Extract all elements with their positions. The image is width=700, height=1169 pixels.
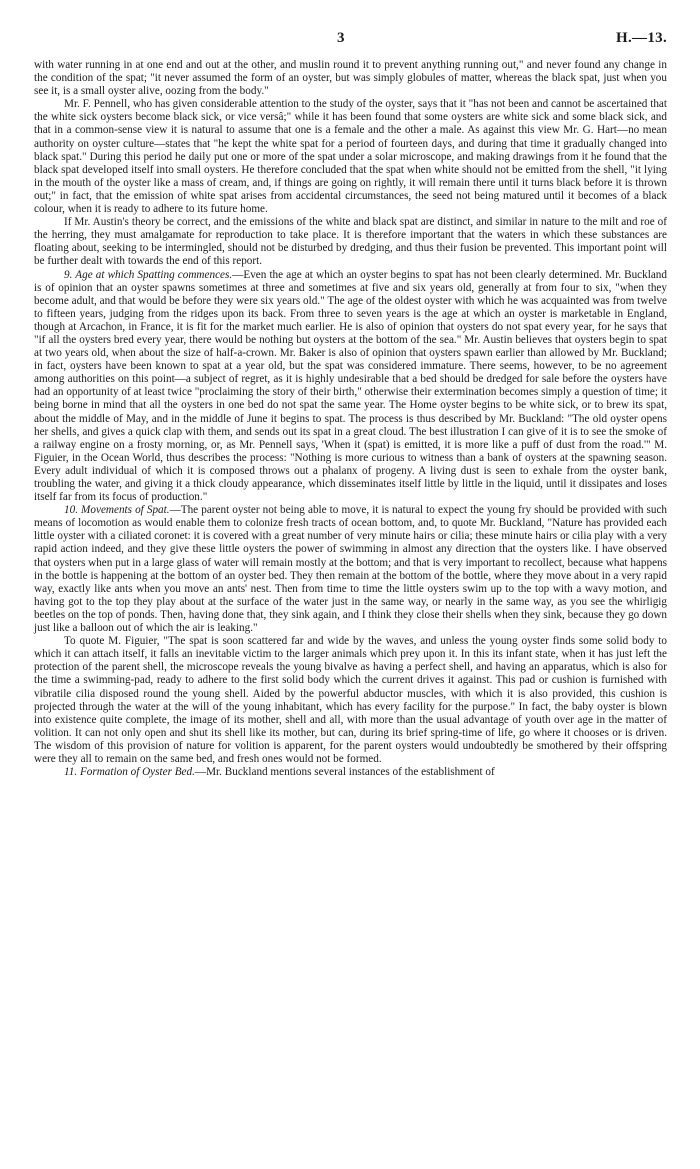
paragraph-pennell: Mr. F. Pennell, who has given considerable attention to the study of the oyster, says that it "has not been and cannot be ascertained that the white sick oysters become black sick, or vice versâ;" while it has been found that some oysters are white sick and some black sick, and that in a common-sense view it is natural to assume that one is a female and the other a male. As against this view Mr. G. Hart—no mean authority on oyster culture—states that "he kept the white spat for a period of fourteen days, and during that time it gradually changed into black spat." During this period he daily put one or more of the spat under a solar microscope, and making drawings from it he found that the black spat developed itself into small oysters. He therefore concluded that the spat when white should not be emitted from the shell, "it lying in the mouth of the oyster like a mass of cream, and, if things are going on rightly, it will remain there until it turns black before it is thrown out;" in fact, that the emission of white spat arises from accidental circumstances, the seed not being matured until it becomes of a black colour, when it is ready to adhere to its future home. <box>34 98 667 216</box>
section-heading: 11. Formation of Oyster Bed. <box>64 766 195 779</box>
section-10-movements-of-spat: 10. Movements of Spat.—The parent oyster not being able to move, it is natural to expect the young fry should be provided with such means of locomotion as would enable them to colonize fresh tracts of ocean bottom, and, to quote Mr. Buckland, "Nature has provided each little oyster with a ciliated coronet: it is covered with a great number of very minute hairs or cilia; these minute hairs or cilia play with a very rapid action indeed, and they give these little oysters the power of swimming in almost any direction that the oysters like. I have observed that oysters when put in a large glass of water will remain mostly at the bottom; and that is very important to recollect, because what happens in the bottle is happening at the bottom of an oyster bed. They then remain at the bottom of the bottle, where they move about in a very rapid way, exactly like ants when you move an ants' nest. Then from time to time the little oysters swim up to the top with a wavy motion, and having got to the top they play about at the surface of the water just in the same way, or nearly in the same way, as you see the whirligig beetles on the top of ponds. Then, having done that, they sink again, and I think they close their shells when they sink, because they go down just like a balloon out of which the air is leaking." <box>34 504 667 635</box>
page-number: 3 <box>337 30 345 46</box>
body-text <box>34 59 667 779</box>
page-header <box>34 30 667 52</box>
paragraph-figuier-quote: To quote M. Figuier, "The spat is soon scattered far and wide by the waves, and unless the young oyster finds some solid body to which it can attach itself, it falls an inevitable victim to the larger animals which prey upon it. In this its infant state, when it has just left the protection of the parent shell, the microscope reveals the young bivalve as having a perfect shell, and having an apparatus, which is also for the time a swimming-pad, ready to adhere to the first solid body which the current drives it against. This pad or cushion is furnished with vibratile cilia disposed round the young shell. Aided by the powerful abductor muscles, with which it is also provided, this cushion is projected through the water at the will of the young inhabitant, which has every facility for the purpose." In fact, the baby oyster is blown into existence quite complete, the image of its mother, shell and all, with more than the usual advantage of youth over age in the matter of volition. It can not only open and shut its shell like its mother, but can, during its brief spring-time of life, go where it chooses or is driven. The wisdom of this provision of nature for volition is apparent, for the parent oysters would undoubtedly be smothered by their offspring were they all to remain on the same bed, and fresh ones would not be formed. <box>34 635 667 765</box>
paragraph-continuation: with water running in at one end and out at the other, and muslin round it to prevent anything running out," and never found any change in the condition of the spat; "it never assumed the form of an oyster, but was simply globules of matter, whereas the black spat, just when you see it, is a small oyster alive, oozing from the body." <box>34 59 667 98</box>
section-heading: 9. Age at which Spatting commences. <box>64 268 233 281</box>
document-code: H.—13. <box>616 30 667 46</box>
section-11-formation-of-oyster-bed: 11. Formation of Oyster Bed.—Mr. Buckland mentions several instances of the establishment of <box>64 766 495 779</box>
paragraph-austin-theory: If Mr. Austin's theory be correct, and the emissions of the white and black spat are distinct, and similar in nature to the milt and roe of the herring, they must amalgamate for reproduction to take place. It is therefore important that the waters in which these substances are floating about, seeking to be intermingled, should not be disturbed by dredging, and thus their fusion be prevented. This important point will be further dealt with towards the end of this report. <box>34 216 667 268</box>
section-9-age-of-spatting: 9. Age at which Spatting commences.—Even the age at which an oyster begins to spat has not been clearly determined. Mr. Buckland is of opinion that an oyster spawns sometimes at three and sometimes at five and six years old, generally at from four to six, "when they become adult, and that would be before they were six years old." The age of the oldest oyster with which he was acquainted was from twelve to fifteen years, judging from the ridges upon its back. From three to seven years is the age at which an oyster is marketable in England, though at Arcachon, in France, it is fit for the market much earlier. He is also of opinion that oysters do not spat every year, for he says that "if all the oysters bred every year, there would be nothing but oysters at the bottom of the sea." Mr. Austin believes that oysters begin to spat at two years old, when about the size of half-a-crown. Mr. Baker is also of opinion that oysters spawn earlier than allowed by Mr. Buckland; in fact, oysters have been known to spat at a year old, but the spat was considered immature. There seems, however, to be no agreement among authorities on this point—a subject of regret, as it is highly undesirable that a bed should be dredged for sale before the oysters have had an opportunity of at least twice "proclaiming the story of their birth," otherwise their extermination becomes simply a question of time; it being borne in mind that all the oysters in one bed do not spat the same year. The Home oyster begins to be white sick, or to brew its spat, about the middle of May, and in the middle of June it begins to spat. The process is thus described by Mr. Buckland: "The old oyster opens her shells, and gives a quick clap with them, and sends out its spat in a great cloud. The best illustration I can give of it is to see the smoke of a railway engine on a frosty morning, or, as Mr. Pennell says, 'When it (spat) is emitted, it is more like a puff of dust from the road.'" M. Figuier, in the Ocean World, thus describes the process: "Nothing is more curious to witness than a bank of oysters at the spawning season. Every adult individual of which it is composed throws out a phalanx of progeny. A living dust is seen to exhale from the oyster bank, troubling the water, and giving it a thick cloudy appearance, which disseminates itself little by little in the liquid, until it dissipates and loses itself far from its focus of production." <box>34 268 667 504</box>
section-heading: 10. Movements of Spat. <box>64 504 170 517</box>
